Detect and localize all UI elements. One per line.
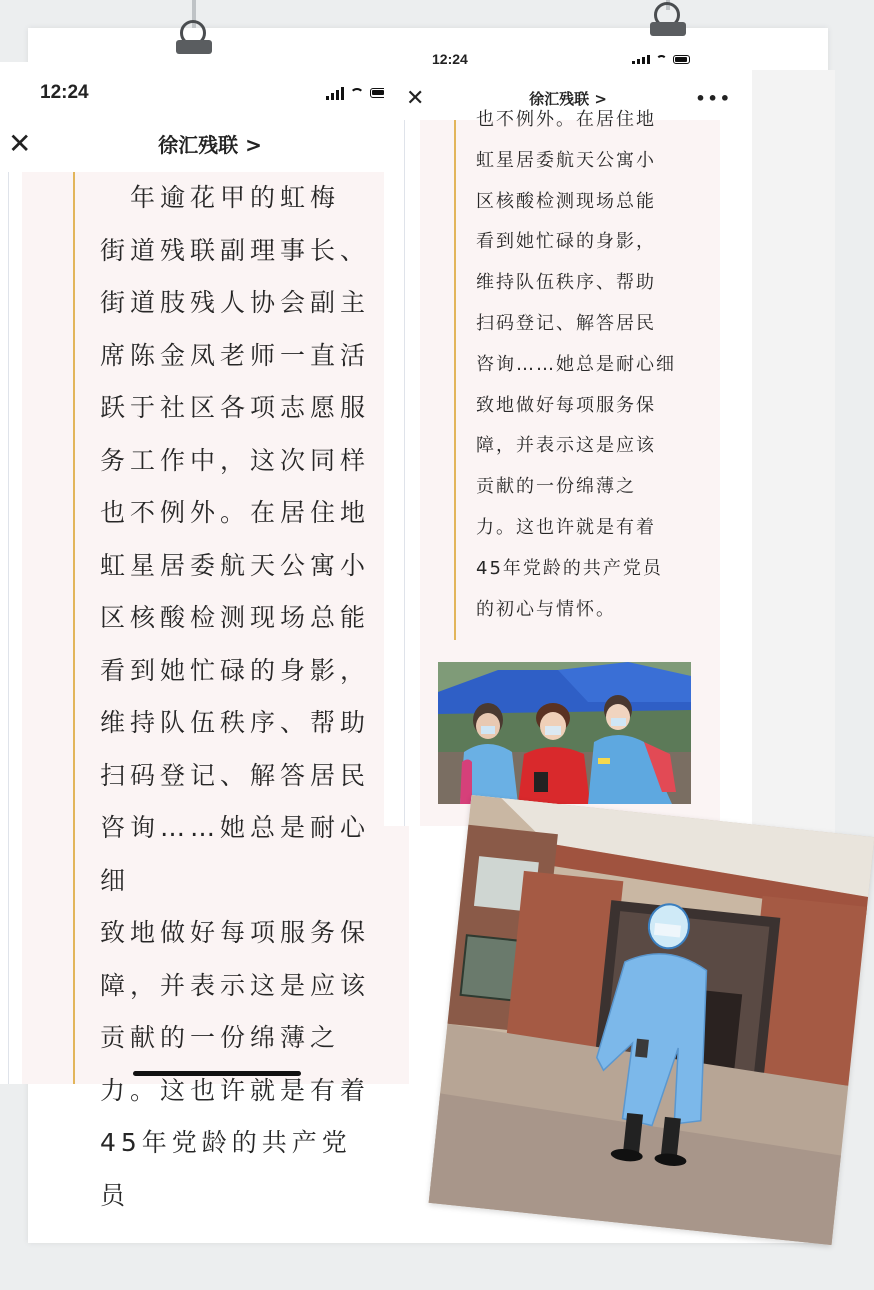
close-icon[interactable]: ✕ (8, 126, 32, 160)
article-line: 看到她忙碌的身影， (476, 231, 656, 253)
article-line: 力。这也许就是有着 (476, 516, 656, 538)
article-line: 45年党龄的共产党员 (100, 1128, 352, 1210)
protective-suit-photo (429, 795, 874, 1245)
volunteers-illustration (438, 662, 691, 804)
wifi-icon (656, 55, 667, 63)
status-bar (0, 78, 420, 108)
nav-bar (0, 118, 420, 168)
close-icon[interactable]: ✕ (406, 85, 425, 111)
wifi-icon (350, 88, 364, 98)
article-line: 贡献的一份绵薄之 (476, 476, 636, 498)
article-line: 贡献的一份绵薄之 (100, 1023, 341, 1052)
status-time: 12:24 (40, 82, 89, 103)
article-line: 的初心与情怀。 (476, 598, 616, 620)
article-line: 力。这也许就是有着 (100, 1075, 371, 1105)
article-line: 咨询……她总是耐心细 (100, 813, 371, 895)
nav-title[interactable]: 徐汇残联 > (529, 89, 607, 108)
accent-rule (73, 172, 75, 1084)
clip-jaw (176, 40, 212, 54)
article-line: 跃于社区各项志愿服 (100, 393, 371, 422)
article-line: 维持队伍秩序、帮助 (476, 272, 656, 294)
article-line: 务工作中，这次同样 (100, 445, 371, 475)
protective-suit-illustration (429, 795, 874, 1245)
article-line: 虹星居委航天公寓小 (476, 149, 656, 171)
status-time: 12:24 (432, 51, 468, 67)
article-line: 街道残联副理事长、 (100, 235, 371, 265)
volunteers-photo (438, 662, 691, 804)
article-line: 扫码登记、解答居民 (476, 312, 656, 334)
battery-icon (673, 55, 690, 64)
left-phone-screenshot (0, 62, 420, 1210)
article-paragraph (100, 172, 375, 1222)
article-line: 街道肢残人协会副主 (100, 288, 371, 317)
article-line: 区核酸检测现场总能 (100, 603, 371, 632)
right-phone-screenshot (384, 36, 752, 826)
article-line: 致地做好每项服务保 (100, 918, 371, 947)
signal-icon (326, 87, 344, 100)
content-edge (8, 172, 9, 1084)
article-line: 障，并表示这是应该 (100, 970, 371, 1000)
status-bar (384, 48, 752, 70)
article-line: 维持队伍秩序、帮助 (100, 708, 371, 737)
article-line: 致地做好每项服务保 (476, 394, 656, 416)
article-line: 席陈金凤老师一直活 (100, 340, 371, 370)
article-line: 区核酸检测现场总能 (476, 190, 656, 212)
protective-suit-photo-frame (429, 795, 874, 1245)
article-line: 也不例外。在居住地 (100, 498, 371, 527)
article-line: 也不例外。在居住地 (476, 109, 656, 130)
article-line: 看到她忙碌的身影， (100, 655, 371, 685)
article-line: 咨询……她总是耐心细 (476, 353, 676, 375)
more-icon[interactable]: ••• (695, 88, 732, 108)
status-icons (326, 87, 390, 100)
article-line: 扫码登记、解答居民 (100, 760, 371, 790)
content-edge (404, 120, 405, 826)
binder-clip-left (172, 0, 216, 56)
article-paragraph (476, 100, 691, 630)
article-line: 虹星居委航天公寓小 (100, 550, 371, 580)
article-line: 障，并表示这是应该 (476, 435, 656, 457)
article-line: 年逾花甲的虹梅 (100, 183, 341, 212)
home-indicator (133, 1071, 301, 1076)
accent-rule (454, 120, 456, 640)
signal-icon (632, 55, 650, 64)
status-icons (632, 55, 690, 64)
binder-clip-right (646, 0, 690, 38)
nav-title[interactable]: 徐汇残联 > (158, 132, 262, 157)
article-line: 45年党龄的共产党员 (476, 557, 663, 579)
clip-jaw (650, 22, 686, 36)
